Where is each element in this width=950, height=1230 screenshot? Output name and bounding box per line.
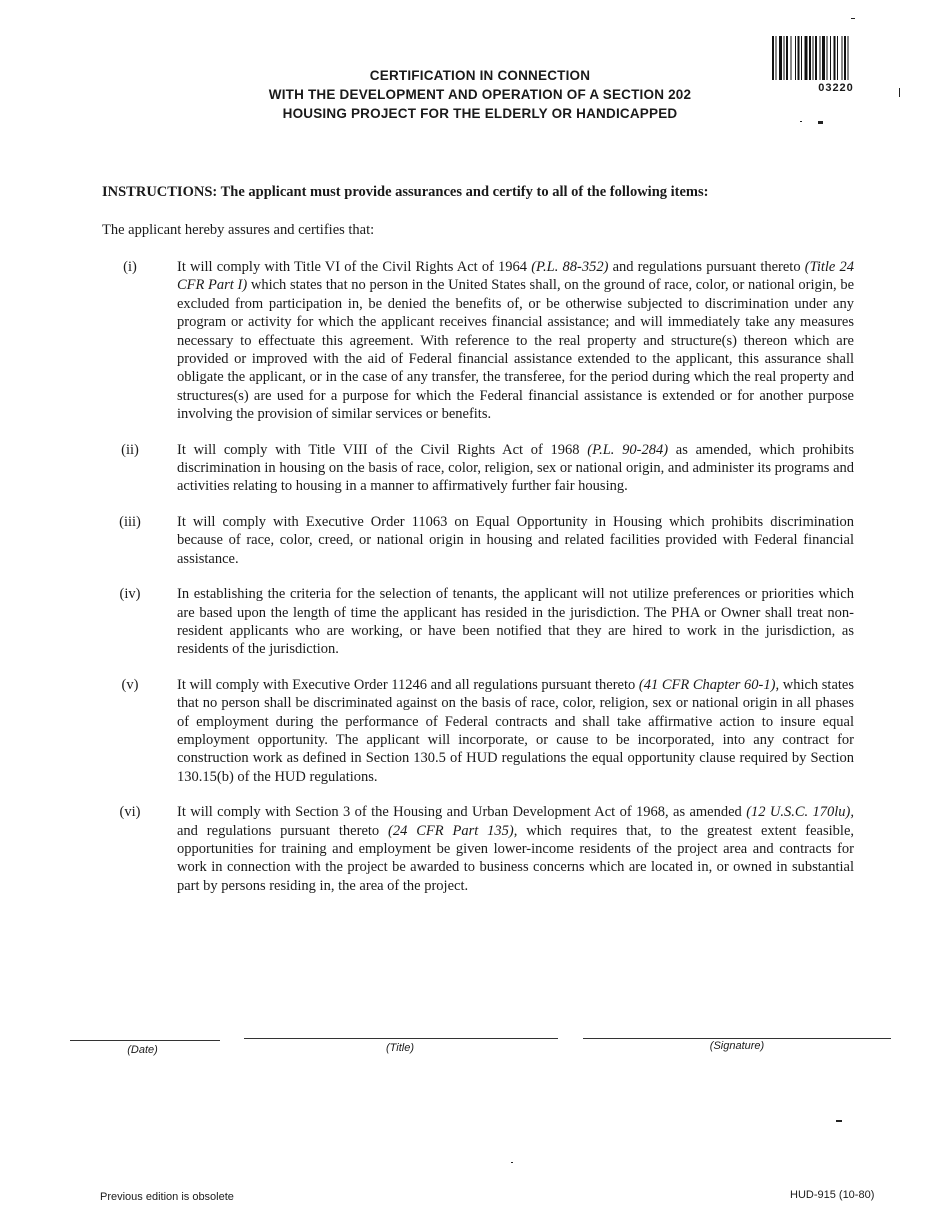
item-number: (v) xyxy=(121,676,139,693)
title-line[interactable] xyxy=(244,1038,558,1039)
title-line-2: WITH THE DEVELOPMENT AND OPERATION OF A SECTION 202 xyxy=(268,87,692,102)
barcode-number: 03220 xyxy=(818,82,854,94)
title-line-1: CERTIFICATION IN CONNECTION xyxy=(369,68,591,83)
item-text: It will comply with Title VI of the Civil Rights Act of 1964 (P.L. 88-352) and regulations pursuant thereto (Title 24 CFR Part I) which states that no person in the United States shall, on the ground of race, color, or national origin, be excluded from participation in, be denied the benefits of, or be otherwise subjected to discrimination under any program or activity for which the applicant receives financial assistance; and will immediately take any measures necessary to effectuate this agreement. With reference to the real property and structure(s) thereon which are provided or improved with the aid of Federal financial assistance extended to the applicant, this assurance shall obligate the applicant, or in the case of any transfer, the transferee, for the period during which the real property and structures(s) are used for a purpose for which the Federal financial assistance is extended or for another purpose involving the provision of similar services or benefits. xyxy=(177,259,855,423)
certification-item xyxy=(102,441,854,496)
title-label: (Title) xyxy=(385,1042,414,1054)
intro-text: The applicant hereby assures and certifies that: xyxy=(102,222,375,238)
item-number: (i) xyxy=(123,259,137,275)
certification-item xyxy=(102,258,854,424)
item-number: (ii) xyxy=(121,441,139,458)
date-label: (Date) xyxy=(127,1044,158,1056)
item-text: It will comply with Executive Order 11063 on Equal Opportunity in Housing which prohibits discrimination because of race, color, creed, or national origin in housing and related facilities provided with Federal financial assistance. xyxy=(177,513,854,567)
item-text: It will comply with Section 3 of the Housing and Urban Development Act of 1968, as amended (12 U.S.C. 170lu), and regulations pursuant thereto (24 CFR Part 135), which requires that, to the greatest extent feasible, opportunities for training and employment be given lower-income residents of the project area and contracts for work in connection with the project be awarded to business concerns which are located in, or owned in substantial part by persons residing in, the area of the project. xyxy=(177,804,855,894)
document-title xyxy=(200,66,760,123)
item-number: (iv) xyxy=(119,586,141,603)
item-number: (iii) xyxy=(119,513,141,530)
footer-form-number: HUD-915 (10-80) xyxy=(790,1189,875,1201)
certification-item xyxy=(102,585,854,659)
signature-label: (Signature) xyxy=(709,1040,765,1052)
signature-line[interactable] xyxy=(583,1038,891,1039)
instructions-heading: INSTRUCTIONS: The applicant must provide assurances and certify to all of the following items: xyxy=(102,184,709,200)
stray-mark xyxy=(800,121,802,122)
certification-item xyxy=(102,803,854,895)
stray-mark xyxy=(899,88,900,97)
certification-items xyxy=(102,258,854,912)
barcode xyxy=(771,36,901,80)
date-line[interactable] xyxy=(70,1040,220,1041)
item-text: In establishing the criteria for the selection of tenants, the applicant will not utilize preferences or priorities which are based upon the length of time the applicant has resided in the jurisdiction. The PHA or Owner shall treat non-resident applicants who are working, or have been notified that they are hired to work in the jurisdiction, as residents of the jurisdiction. xyxy=(177,586,854,658)
stray-mark xyxy=(511,1162,513,1163)
item-text: It will comply with Title VIII of the Civil Rights Act of 1968 (P.L. 90-284) as amended, which prohibits discrimination in housing on the basis of race, color, religion, sex or national origin, and administer its programs and activities relating to housing in a manner to affirmatively further fair housing. xyxy=(177,441,855,495)
stray-mark xyxy=(836,1120,842,1122)
certification-item xyxy=(102,676,854,786)
item-text: It will comply with Executive Order 11246 and all regulations pursuant thereto (41 CFR Chapter 60-1), which states that no person shall be discriminated against on the basis of race, color, religion, sex or national origin in all phases of employment during the performance of Federal contracts and shall take affirmative action to insure equal employment opportunity. The applicant will incorporate, or cause to be incorporated, into any contract for construction work as defined in Section 130.5 of HUD regulations the equal opportunity clause required by Section 130.15(b) of the HUD regulations. xyxy=(177,676,855,785)
stray-mark xyxy=(851,18,855,19)
title-line-3: HOUSING PROJECT FOR THE ELDERLY OR HANDICAPPED xyxy=(282,106,678,121)
certification-item xyxy=(102,513,854,568)
item-number: (vi) xyxy=(119,804,141,821)
footer-edition-note: Previous edition is obsolete xyxy=(100,1191,234,1203)
stray-mark xyxy=(818,121,823,124)
